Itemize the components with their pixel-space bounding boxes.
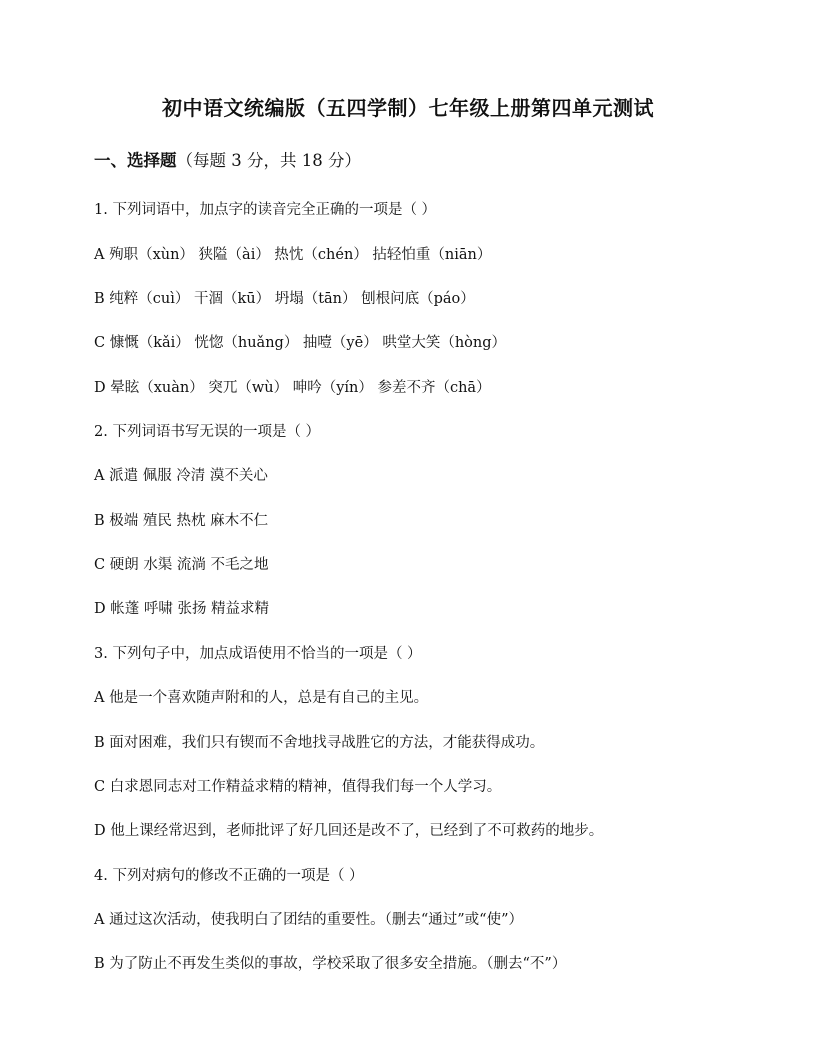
question-2-option-d: D 帐蓬 呼啸 张扬 精益求精 (94, 601, 270, 617)
section-heading-label: 一、选择题 (94, 151, 177, 170)
question-1-option-c: C 慷慨（kǎi） 恍惚（huǎng） 抽噎（yē） 哄堂大笑（hòng） (94, 335, 507, 351)
question-1-option-b: B 纯粹（cuì） 干涸（kū） 坍塌（tān） 刨根问底（páo） (94, 291, 475, 307)
question-4-option-b: B 为了防止不再发生类似的事故，学校采取了很多安全措施。（删去“不”） (94, 956, 567, 972)
question-3-option-d: D 他上课经常迟到，老师批评了好几回还是改不了，已经到了不可救药的地步。 (94, 823, 604, 839)
section-heading (94, 147, 361, 171)
question-4-option-a: A 通过这次活动，使我明白了团结的重要性。（删去“通过”或“使”） (94, 912, 523, 928)
document-title: 初中语文统编版（五四学制）七年级上册第四单元测试 (162, 96, 654, 120)
question-3-stem: 3. 下列句子中，加点成语使用不恰当的一项是（ ） (94, 646, 422, 662)
question-2-option-c: C 硬朗 水渠 流淌 不毛之地 (94, 557, 269, 573)
question-1-option-a: A 殉职（xùn） 狭隘（ài） 热忱（chén） 拈轻怕重（niān） (94, 247, 492, 263)
question-4-stem: 4. 下列对病句的修改不正确的一项是（ ） (94, 868, 364, 884)
question-3-option-a: A 他是一个喜欢随声附和的人，总是有自己的主见。 (94, 690, 429, 706)
question-1-stem: 1. 下列词语中，加点字的读音完全正确的一项是（ ） (94, 202, 437, 218)
question-2-option-a: A 派遣 佩服 冷清 漠不关心 (94, 468, 268, 484)
question-2-stem: 2. 下列词语书写无误的一项是（ ） (94, 424, 321, 440)
question-2-option-b: B 极端 殖民 热枕 麻木不仁 (94, 513, 269, 529)
section-heading-note: （每题 3 分，共 18 分） (176, 151, 361, 170)
question-1-option-d: D 晕眩（xuàn） 突兀（wù） 呻吟（yín） 参差不齐（chā） (94, 380, 491, 396)
question-3-option-b: B 面对困难，我们只有锲而不舍地找寻战胜它的方法，才能获得成功。 (94, 735, 545, 751)
question-3-option-c: C 白求恩同志对工作精益求精的精神，值得我们每一个人学习。 (94, 779, 502, 795)
